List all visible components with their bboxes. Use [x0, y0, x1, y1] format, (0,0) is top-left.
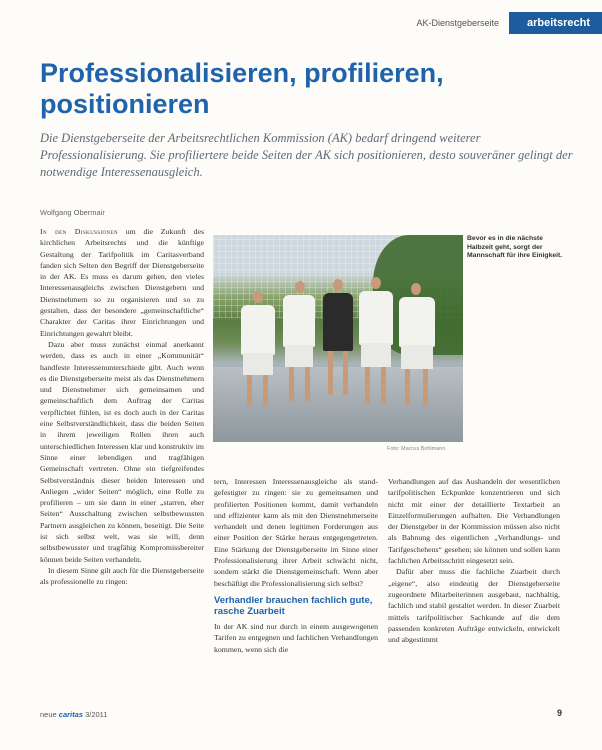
column-2-paragraph-2: In der AK sind nur durch in einem ausgewogenen Tarifen zu entgegnen und fachlichen Verhandlungen kommen, wenn sich die: [214, 621, 378, 654]
page-number: 9: [556, 708, 562, 718]
column-3: [388, 476, 560, 645]
article-title-line2: positionieren: [40, 89, 210, 119]
column-2-paragraph-1: tern, Interessen Interessenausgleiche als stand- gefestigter zu ringen: sie zu gemeinsamen und profilierten Positionen kommt, damit verhandeln und effizienter kann als mit den Dienstnehmerseite verhandelt und denen legitimen Forderungen aus einer Position der Stärke heraus entgegengetreten. Eine Stärkung der Dienstgeberseite im Sinne einer Professionalisierung ihrer Arbeit schwächt nicht, sondern stärkt die Dienstgemeinschaft. Wenn aber beschäftigt die Professionalisierung sich selbst?: [214, 477, 378, 588]
paragraph-1: [40, 226, 204, 339]
column-3-paragraph-2: Dafür aber muss die fachliche Zuarbeit durch „eigene“, also eindeutig der Dienstgeberseite zugeordnete Mitarbeiterinnen ausgebaut, nachhaltig, fachlich und stabil gestaltet werden. In dieser Zuarbeit mittels tarifpolitischer Sachkunde auf die dem passenden konkreten Aufträge entwickeln, entwickelt und abgestimmt: [388, 567, 560, 645]
team-photo: [213, 235, 463, 442]
article-title-line1: Professionalisieren, profilieren,: [40, 58, 444, 88]
magazine-prefix: neue: [40, 710, 57, 719]
section-tab: arbeitsrecht: [509, 12, 602, 34]
page-header: [416, 12, 602, 34]
column-2: [214, 476, 378, 655]
column-1-upper: [40, 226, 204, 588]
column-3-paragraph-1: Verhandlungen auf das Aushandeln der wesentlichen tarifpolitischen Eckpunkte konzentrieren und sich nicht mit einer der detaillierte Textarbeit an Einzelformulierungen aufhalten. Die Verhandlungen der Dienstgeber in der Kommission müssen also nicht als Bahnung des eigentlichen „Verhandlungs- und Tarifgeschehens“ gesehen; sie können und sollen kann fachlichen Arbeitsschritt eingesetzt sein.: [388, 477, 560, 566]
opening-caps: In den Diskussionen: [40, 227, 118, 236]
photo-caption: Bevor es in die nächste Halbzeit geht, sorgt der Mannschaft für ihre Einigkeit.: [467, 235, 563, 259]
paragraph-3: In diesem Sinne gilt auch für die Dienstgeberseite als professionelle zu ringen:: [40, 565, 204, 587]
footer-magazine: [40, 710, 107, 719]
magazine-issue: 3/2011: [85, 710, 108, 719]
paragraph-2: Dazu aber muss zunächst einmal anerkannt werden, dass es auch in einer „Kommunität“ handfeste Interessenunterschiede gibt. Auch wenn es die Dienstgeberseite meist als das Dienstnehmern und Dienstnehmer sich gemeinsamen und gemeinschaftlich dem Auftrag der Caritas verpflichtet fühlen, ist es doch auch in der Caritas eine Selbstverständlichkeit, dass die beiden Seiten in ihrem jeweiligen Rollen ihren auch unterschiedlichen Interessen klar und konstruktiv im Sinne einer lebendigen und tragfähigen Gemeinschaft vertreten. Ohne ein tiefgreifendes Selbstverständnis dieser beiden Interessen und Anliegen „wider Seiten“ möglich, eine Rolle zu profilieren – um sie dann in einer „starren, eher Seiten“ Ausschaltung zwischen selbstbewussten Partnern ausgleichen zu können, beseitigt. Die Seite ist sich selbst welt, was sie will, denn selbstbewusster und tragfähig Kompromissbereiter können beide Seiten verhandeln.: [40, 339, 204, 564]
photo-credit: Foto: Marcus Bohlmann: [387, 446, 446, 452]
column-2-subhead: Verhandler brauchen fachlich gute, rasche Zuarbeit: [214, 594, 373, 618]
header-kicker: AK-Dienstgeberseite: [416, 18, 500, 28]
article-lead: Die Dienstgeberseite der Arbeitsrechtlichen Kommission (AK) bedarf dringend weiterer Professionalisierung. Sie profiliertere beide Seiten der AK sich positionieren, desto souveräner gelingt der notwendige Interessenausgleich.: [40, 131, 573, 179]
paragraph-1-text: um die Zukunft des kirchlichen Arbeitsrechts und die künftige Gestaltung der Tarifpolitik im Caritasverband fanden sich Selten den Begriff der Dienstgeberseite in der AK. Es muss es darum gehen, den vieles Interessenausgleichs zwischen Dienstgebern und Dienstnehmern so zu organisieren und so zu gestalten, dass der besondere „gemeinschaftliche“ Charakter der Caritas ihrer Einrichtungen und Einrichtungen gewahrt bleibt.: [40, 227, 204, 338]
article-title: [40, 58, 580, 120]
article-author: Wolfgang Obermair: [40, 208, 105, 217]
magazine-name: caritas: [58, 710, 83, 719]
